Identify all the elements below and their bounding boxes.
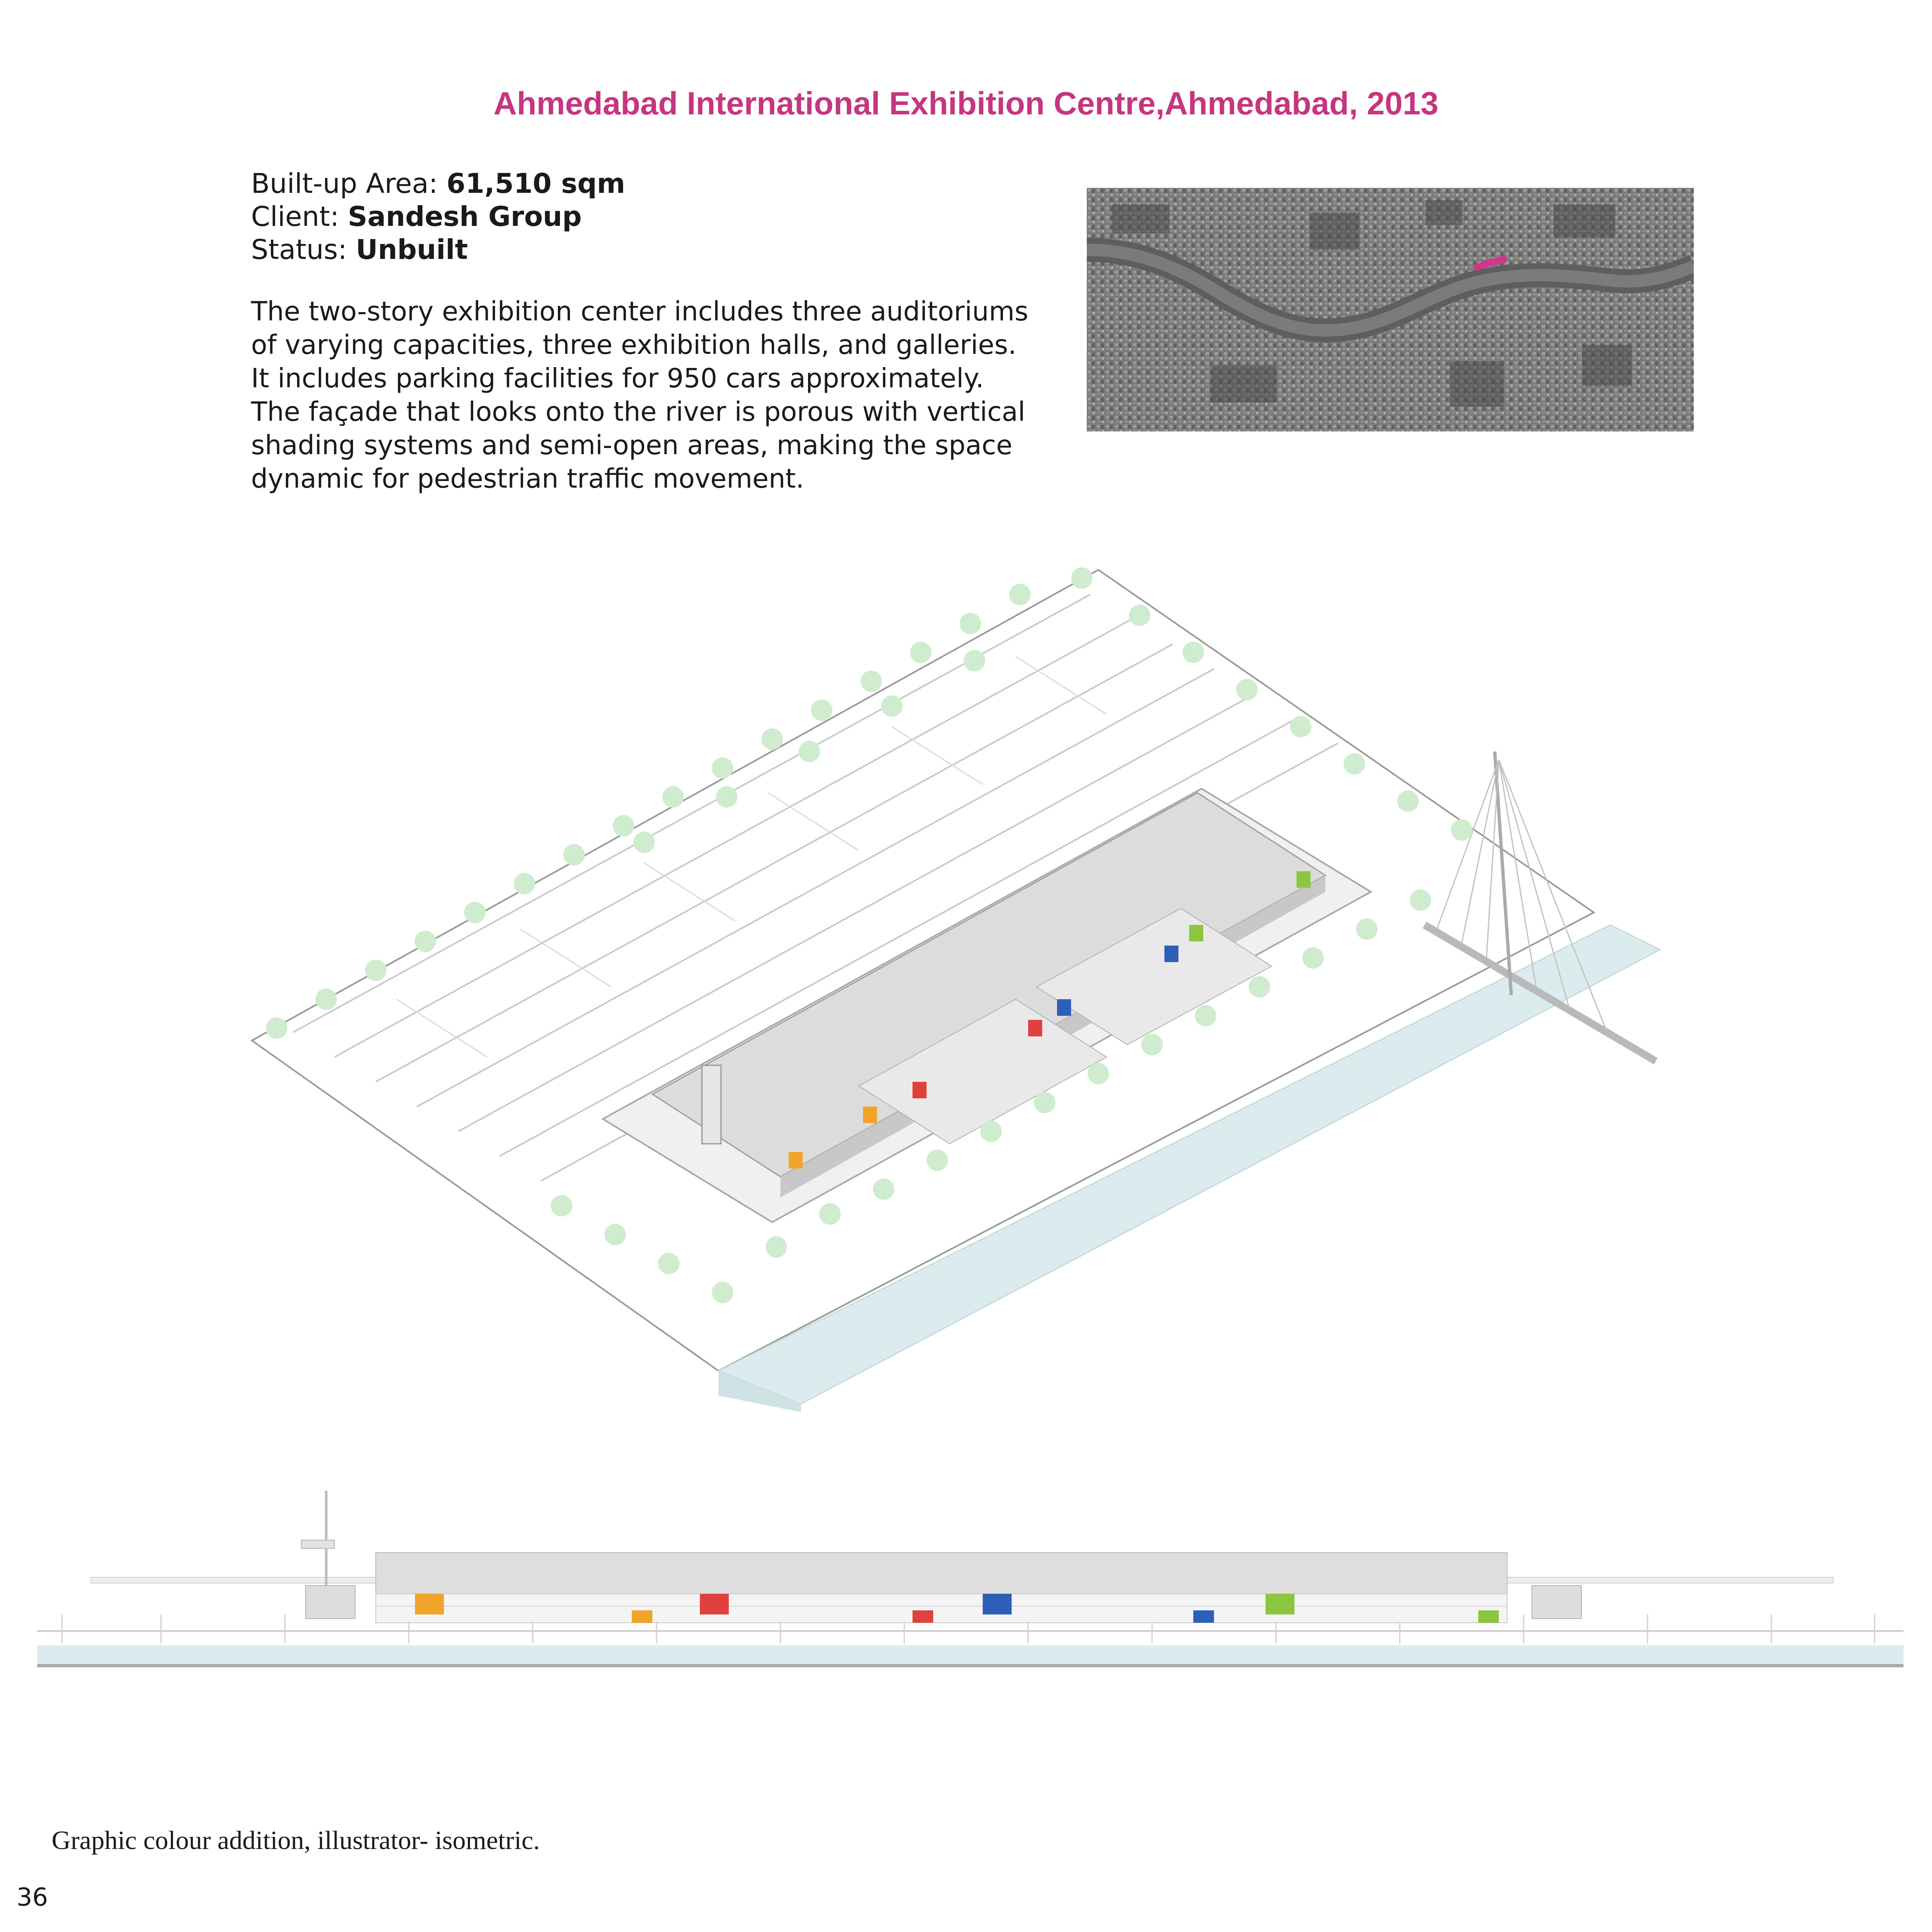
fact-value: 61,510 sqm [446,168,626,199]
fact-label: Built-up Area: [251,168,447,199]
fact-value: Sandesh Group [348,201,582,232]
project-facts [251,167,625,266]
description-line: dynamic for pedestrian traffic movement. [251,464,804,494]
location-map-image [1087,188,1694,431]
description-line: The two-story exhibition center includes three auditoriums [251,296,1029,327]
river-elevation-drawing [37,1458,1904,1689]
description-line: shading systems and semi-open areas, making the space [251,430,1012,461]
page-number: 36 [17,1883,48,1912]
description-line: The façade that looks onto the river is porous with vertical [251,397,1026,427]
page-title: Ahmedabad International Exhibition Centre,Ahmedabad, 2013 [493,85,1439,121]
fact-status [251,233,625,266]
fact-built-up-area [251,167,625,200]
fact-value: Unbuilt [356,234,468,266]
description-line: of varying capacities, three exhibition halls, and galleries. [251,330,1017,360]
fact-client [251,200,625,233]
isometric-site-drawing [231,545,1676,1412]
description-line: It includes parking facilities for 950 cars approximately. [251,363,984,394]
fact-label: Client: [251,201,348,232]
figure-caption: Graphic colour addition, illustrator- isometric. [52,1825,540,1855]
fact-label: Status: [251,234,356,266]
project-description [251,295,1044,496]
